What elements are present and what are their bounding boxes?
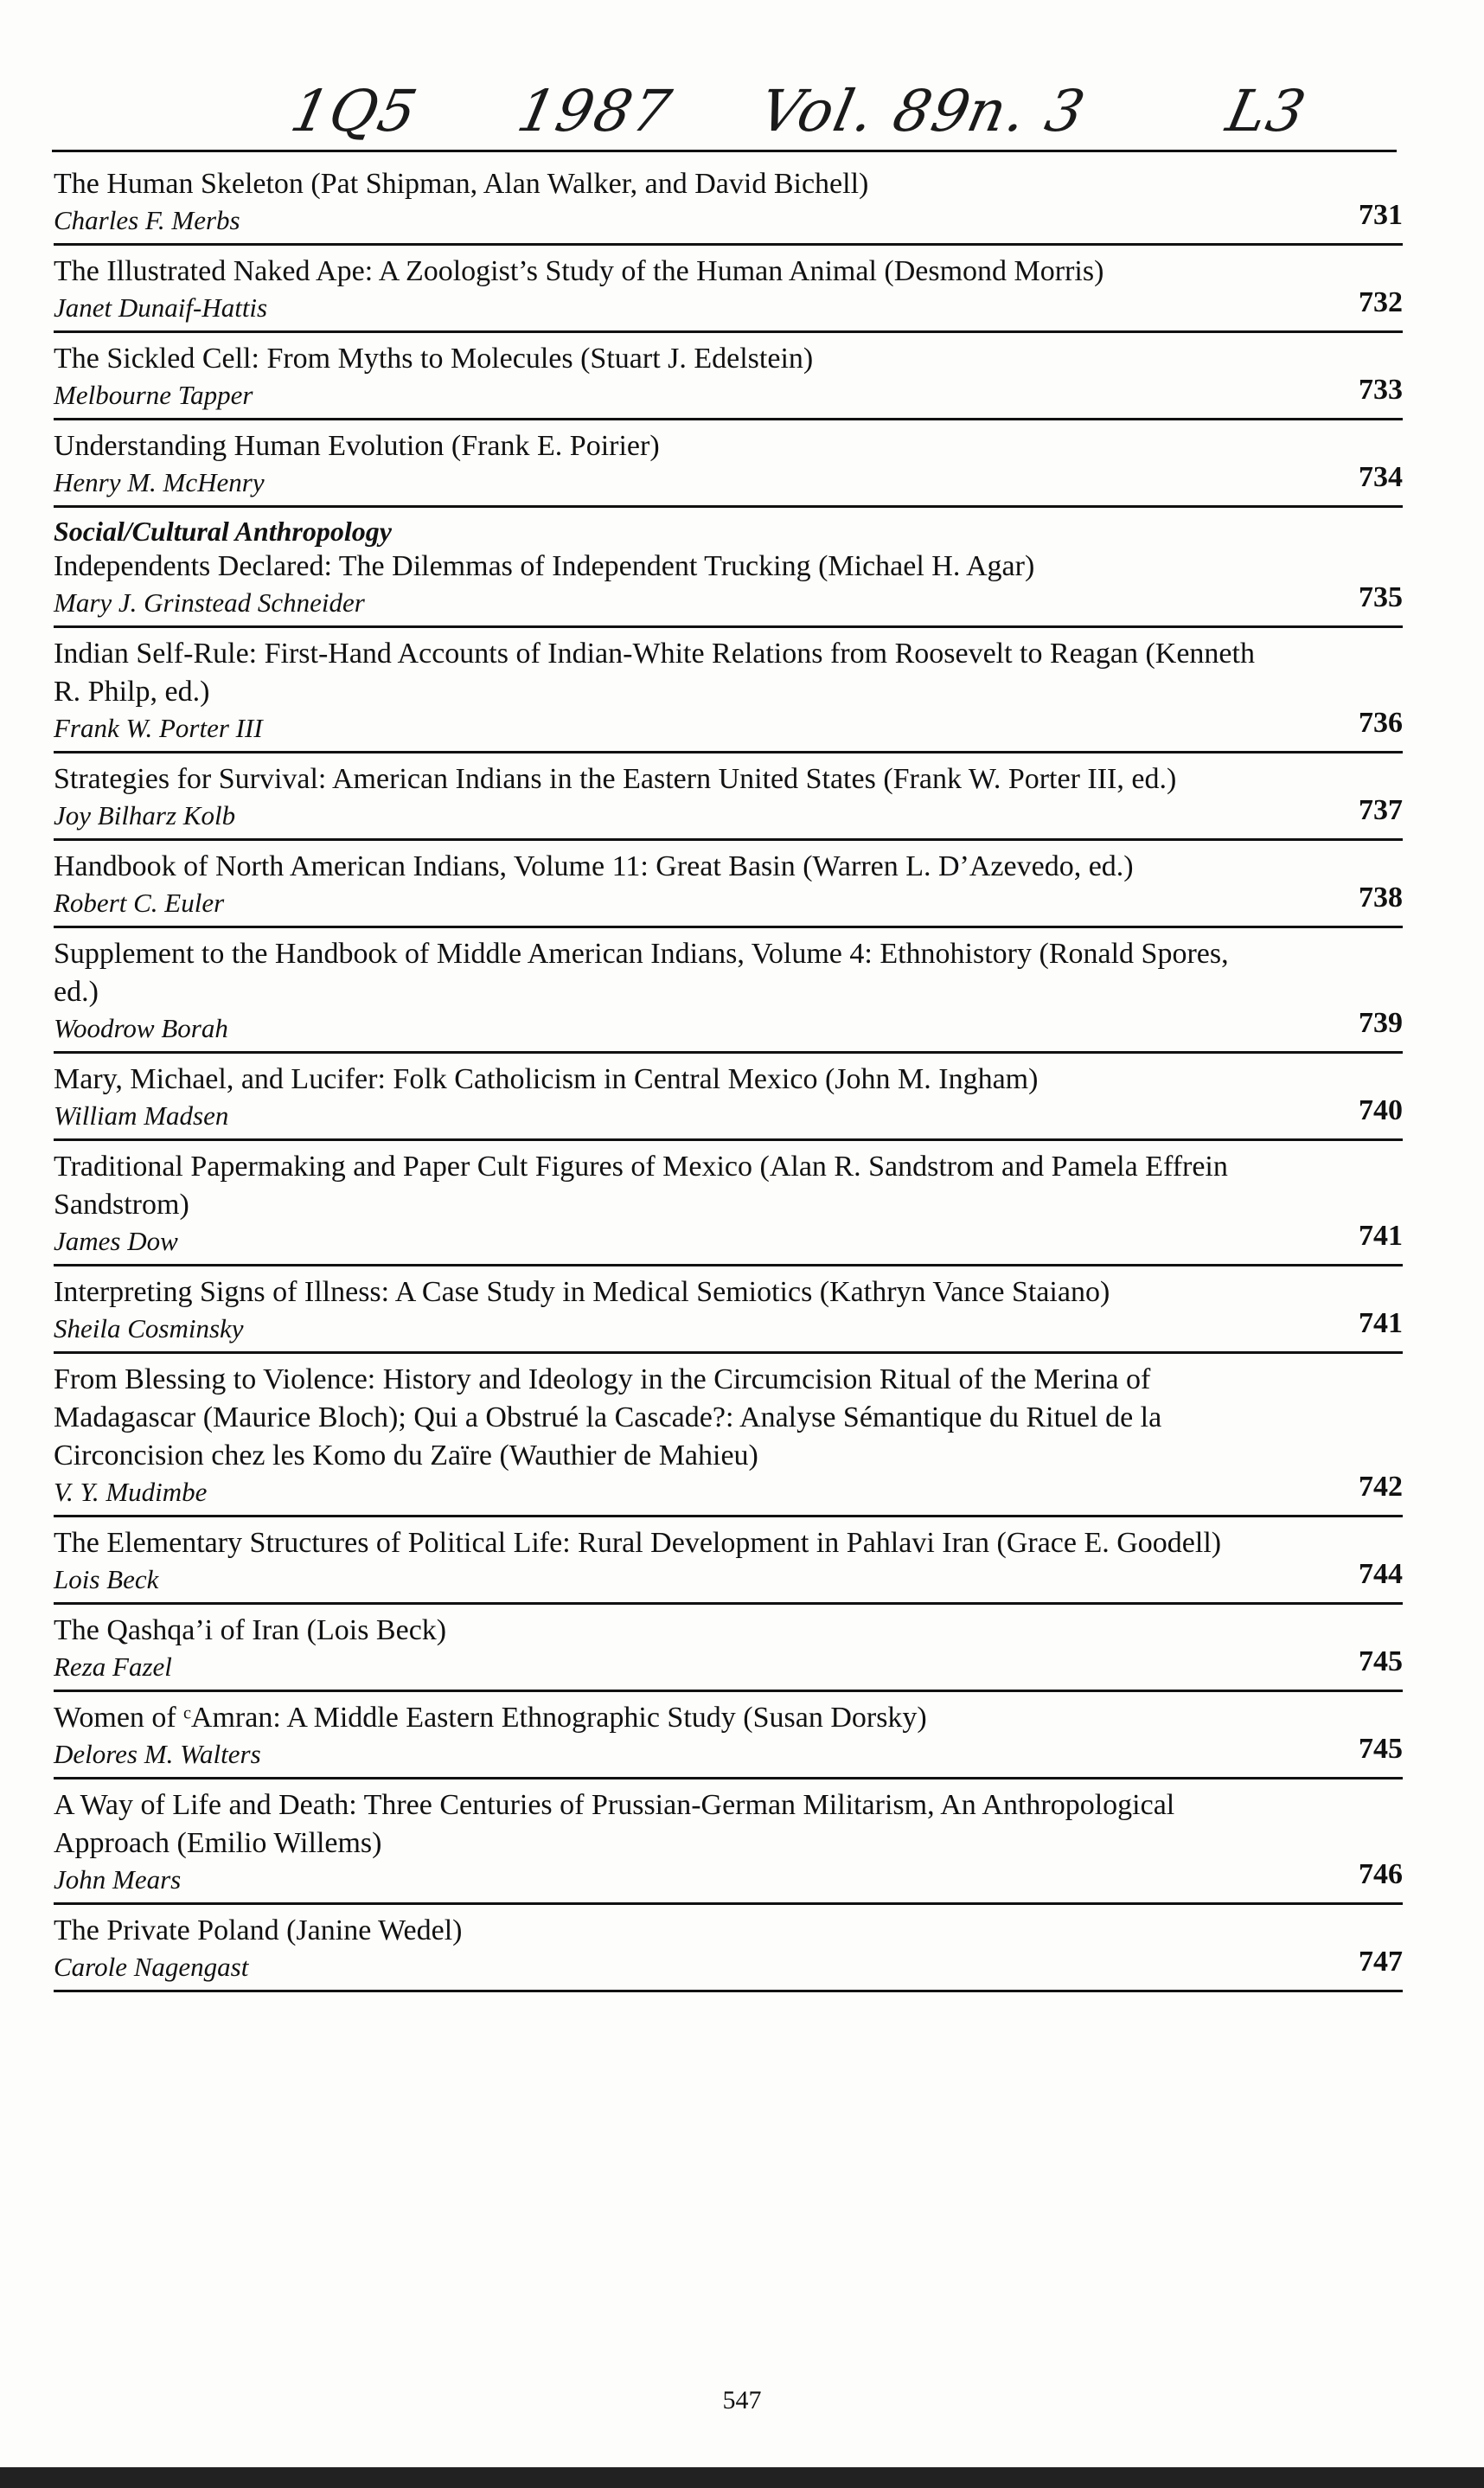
page-reference: 738 xyxy=(1359,882,1403,914)
page-reference: 747 xyxy=(1359,1946,1403,1978)
handwritten-note-part: 1987 xyxy=(511,78,679,144)
toc-entry xyxy=(54,628,1403,753)
book-title: Interpreting Signs of Illness: A Case Study in Medical Semiotics (Kathryn Vance Staiano) xyxy=(54,1276,1110,1308)
top-rule xyxy=(52,150,1397,152)
toc-entry xyxy=(54,1054,1403,1141)
reviewer-name: V. Y. Mudimbe xyxy=(54,1477,208,1507)
toc-entry xyxy=(54,841,1403,928)
reviewer-name: Robert C. Euler xyxy=(54,888,225,918)
reviewer-name: John Mears xyxy=(54,1864,182,1895)
reviewer-name: Sheila Cosminsky xyxy=(54,1313,244,1343)
toc-entry xyxy=(54,1354,1403,1517)
toc-entry xyxy=(54,1905,1403,1992)
page-reference: 731 xyxy=(1359,199,1403,231)
book-title: Supplement to the Handbook of Middle American Indians, Volume 4: Ethnohistory (Ronald Spores, ed.) xyxy=(54,938,1229,1008)
book-title: Indian Self-Rule: First-Hand Accounts of Indian-White Relations from Roosevelt to Reagan (Kenneth R. Philp, ed.) xyxy=(54,638,1255,708)
page-reference: 733 xyxy=(1359,374,1403,406)
toc-entry xyxy=(54,333,1403,420)
section-heading: Social/Cultural Anthropology xyxy=(54,516,392,547)
reviewer-name: Reza Fazel xyxy=(54,1651,172,1682)
page-reference: 744 xyxy=(1359,1558,1403,1590)
toc-entry xyxy=(54,420,1403,508)
page-reference: 739 xyxy=(1359,1007,1403,1039)
toc-entry xyxy=(54,508,1403,628)
scan-edge xyxy=(0,2467,1484,2488)
book-title: From Blessing to Violence: History and Ideology in the Circumcision Ritual of the Merina of Madagascar (Maurice Bloch); Qui a Obstrué la Cascade?: Analyse Sémantique du Rituel de la Circoncision chez les Komo du Zaïre (Wauthier de Mahieu) xyxy=(54,1363,1162,1472)
book-title: The Qashqa’i of Iran (Lois Beck) xyxy=(54,1614,447,1646)
book-title: Women of ᶜAmran: A Middle Eastern Ethnographic Study (Susan Dorsky) xyxy=(54,1702,927,1734)
book-title: Mary, Michael, and Lucifer: Folk Catholicism in Central Mexico (John M. Ingham) xyxy=(54,1063,1039,1095)
reviewer-name: Mary J. Grinstead Schneider xyxy=(54,587,365,618)
toc-entry xyxy=(54,1692,1403,1779)
reviewer-name: Lois Beck xyxy=(54,1564,159,1594)
toc-entry xyxy=(54,1517,1403,1605)
reviewer-name: James Dow xyxy=(54,1226,178,1256)
page-reference: 736 xyxy=(1359,707,1403,739)
page-number: 547 xyxy=(722,2386,762,2414)
book-title: Strategies for Survival: American Indians in the Eastern United States (Frank W. Porter III, ed.) xyxy=(54,763,1177,795)
page-reference: 741 xyxy=(1359,1307,1403,1339)
reviewer-name: William Madsen xyxy=(54,1100,229,1131)
book-title: The Private Poland (Janine Wedel) xyxy=(54,1914,463,1946)
book-title: The Sickled Cell: From Myths to Molecules (Stuart J. Edelstein) xyxy=(54,343,814,375)
toc-entry xyxy=(54,246,1403,333)
toc-entry xyxy=(54,753,1403,841)
book-title: The Human Skeleton (Pat Shipman, Alan Walker, and David Bichell) xyxy=(54,168,869,200)
reviewer-name: Woodrow Borah xyxy=(54,1013,228,1043)
toc-entry xyxy=(54,1779,1403,1905)
toc-entry xyxy=(54,928,1403,1054)
reviewer-name: Charles F. Merbs xyxy=(54,205,240,235)
toc-entry xyxy=(54,158,1403,246)
toc-entry xyxy=(54,1266,1403,1354)
book-title: Understanding Human Evolution (Frank E. Poirier) xyxy=(54,430,660,462)
handwritten-note-part: Vol. 89 xyxy=(753,78,978,144)
handwritten-note-part: 1Q5 xyxy=(285,78,425,144)
page-reference: 742 xyxy=(1359,1471,1403,1503)
page-reference: 737 xyxy=(1359,794,1403,826)
page-reference: 735 xyxy=(1359,581,1403,613)
reviewer-name: Joy Bilharz Kolb xyxy=(54,800,236,830)
reviewer-name: Melbourne Tapper xyxy=(54,380,253,410)
page-reference: 740 xyxy=(1359,1094,1403,1126)
book-title: Independents Declared: The Dilemmas of Independent Trucking (Michael H. Agar) xyxy=(54,550,1035,582)
handwritten-note-part: n. 3 xyxy=(961,78,1092,144)
reviewer-name: Janet Dunaif-Hattis xyxy=(54,292,268,323)
page-reference: 732 xyxy=(1359,286,1403,318)
page-reference: 741 xyxy=(1359,1220,1403,1252)
reviewer-name: Frank W. Porter III xyxy=(54,713,263,743)
table-of-contents xyxy=(54,158,1403,1992)
book-title: The Illustrated Naked Ape: A Zoologist’s Study of the Human Animal (Desmond Morris) xyxy=(54,255,1104,287)
page-reference: 745 xyxy=(1359,1645,1403,1677)
page-reference: 745 xyxy=(1359,1733,1403,1765)
page-reference: 746 xyxy=(1359,1858,1403,1890)
book-title: A Way of Life and Death: Three Centuries of Prussian-German Militarism, An Anthropological Approach (Emilio Willems) xyxy=(54,1789,1175,1859)
toc-entry xyxy=(54,1605,1403,1692)
toc-entry xyxy=(54,1141,1403,1266)
reviewer-name: Delores M. Walters xyxy=(54,1739,261,1769)
book-title: The Elementary Structures of Political Life: Rural Development in Pahlavi Iran (Grace E. Goodell) xyxy=(54,1527,1222,1559)
book-title: Handbook of North American Indians, Volume 11: Great Basin (Warren L. D’Azevedo, ed.) xyxy=(54,850,1134,882)
handwritten-note-part: L3 xyxy=(1220,78,1314,144)
reviewer-name: Henry M. McHenry xyxy=(54,467,265,497)
book-title: Traditional Papermaking and Paper Cult Figures of Mexico (Alan R. Sandstrom and Pamela Effrein Sandstrom) xyxy=(54,1151,1228,1221)
reviewer-name: Carole Nagengast xyxy=(54,1952,249,1982)
page-reference: 734 xyxy=(1359,461,1403,493)
